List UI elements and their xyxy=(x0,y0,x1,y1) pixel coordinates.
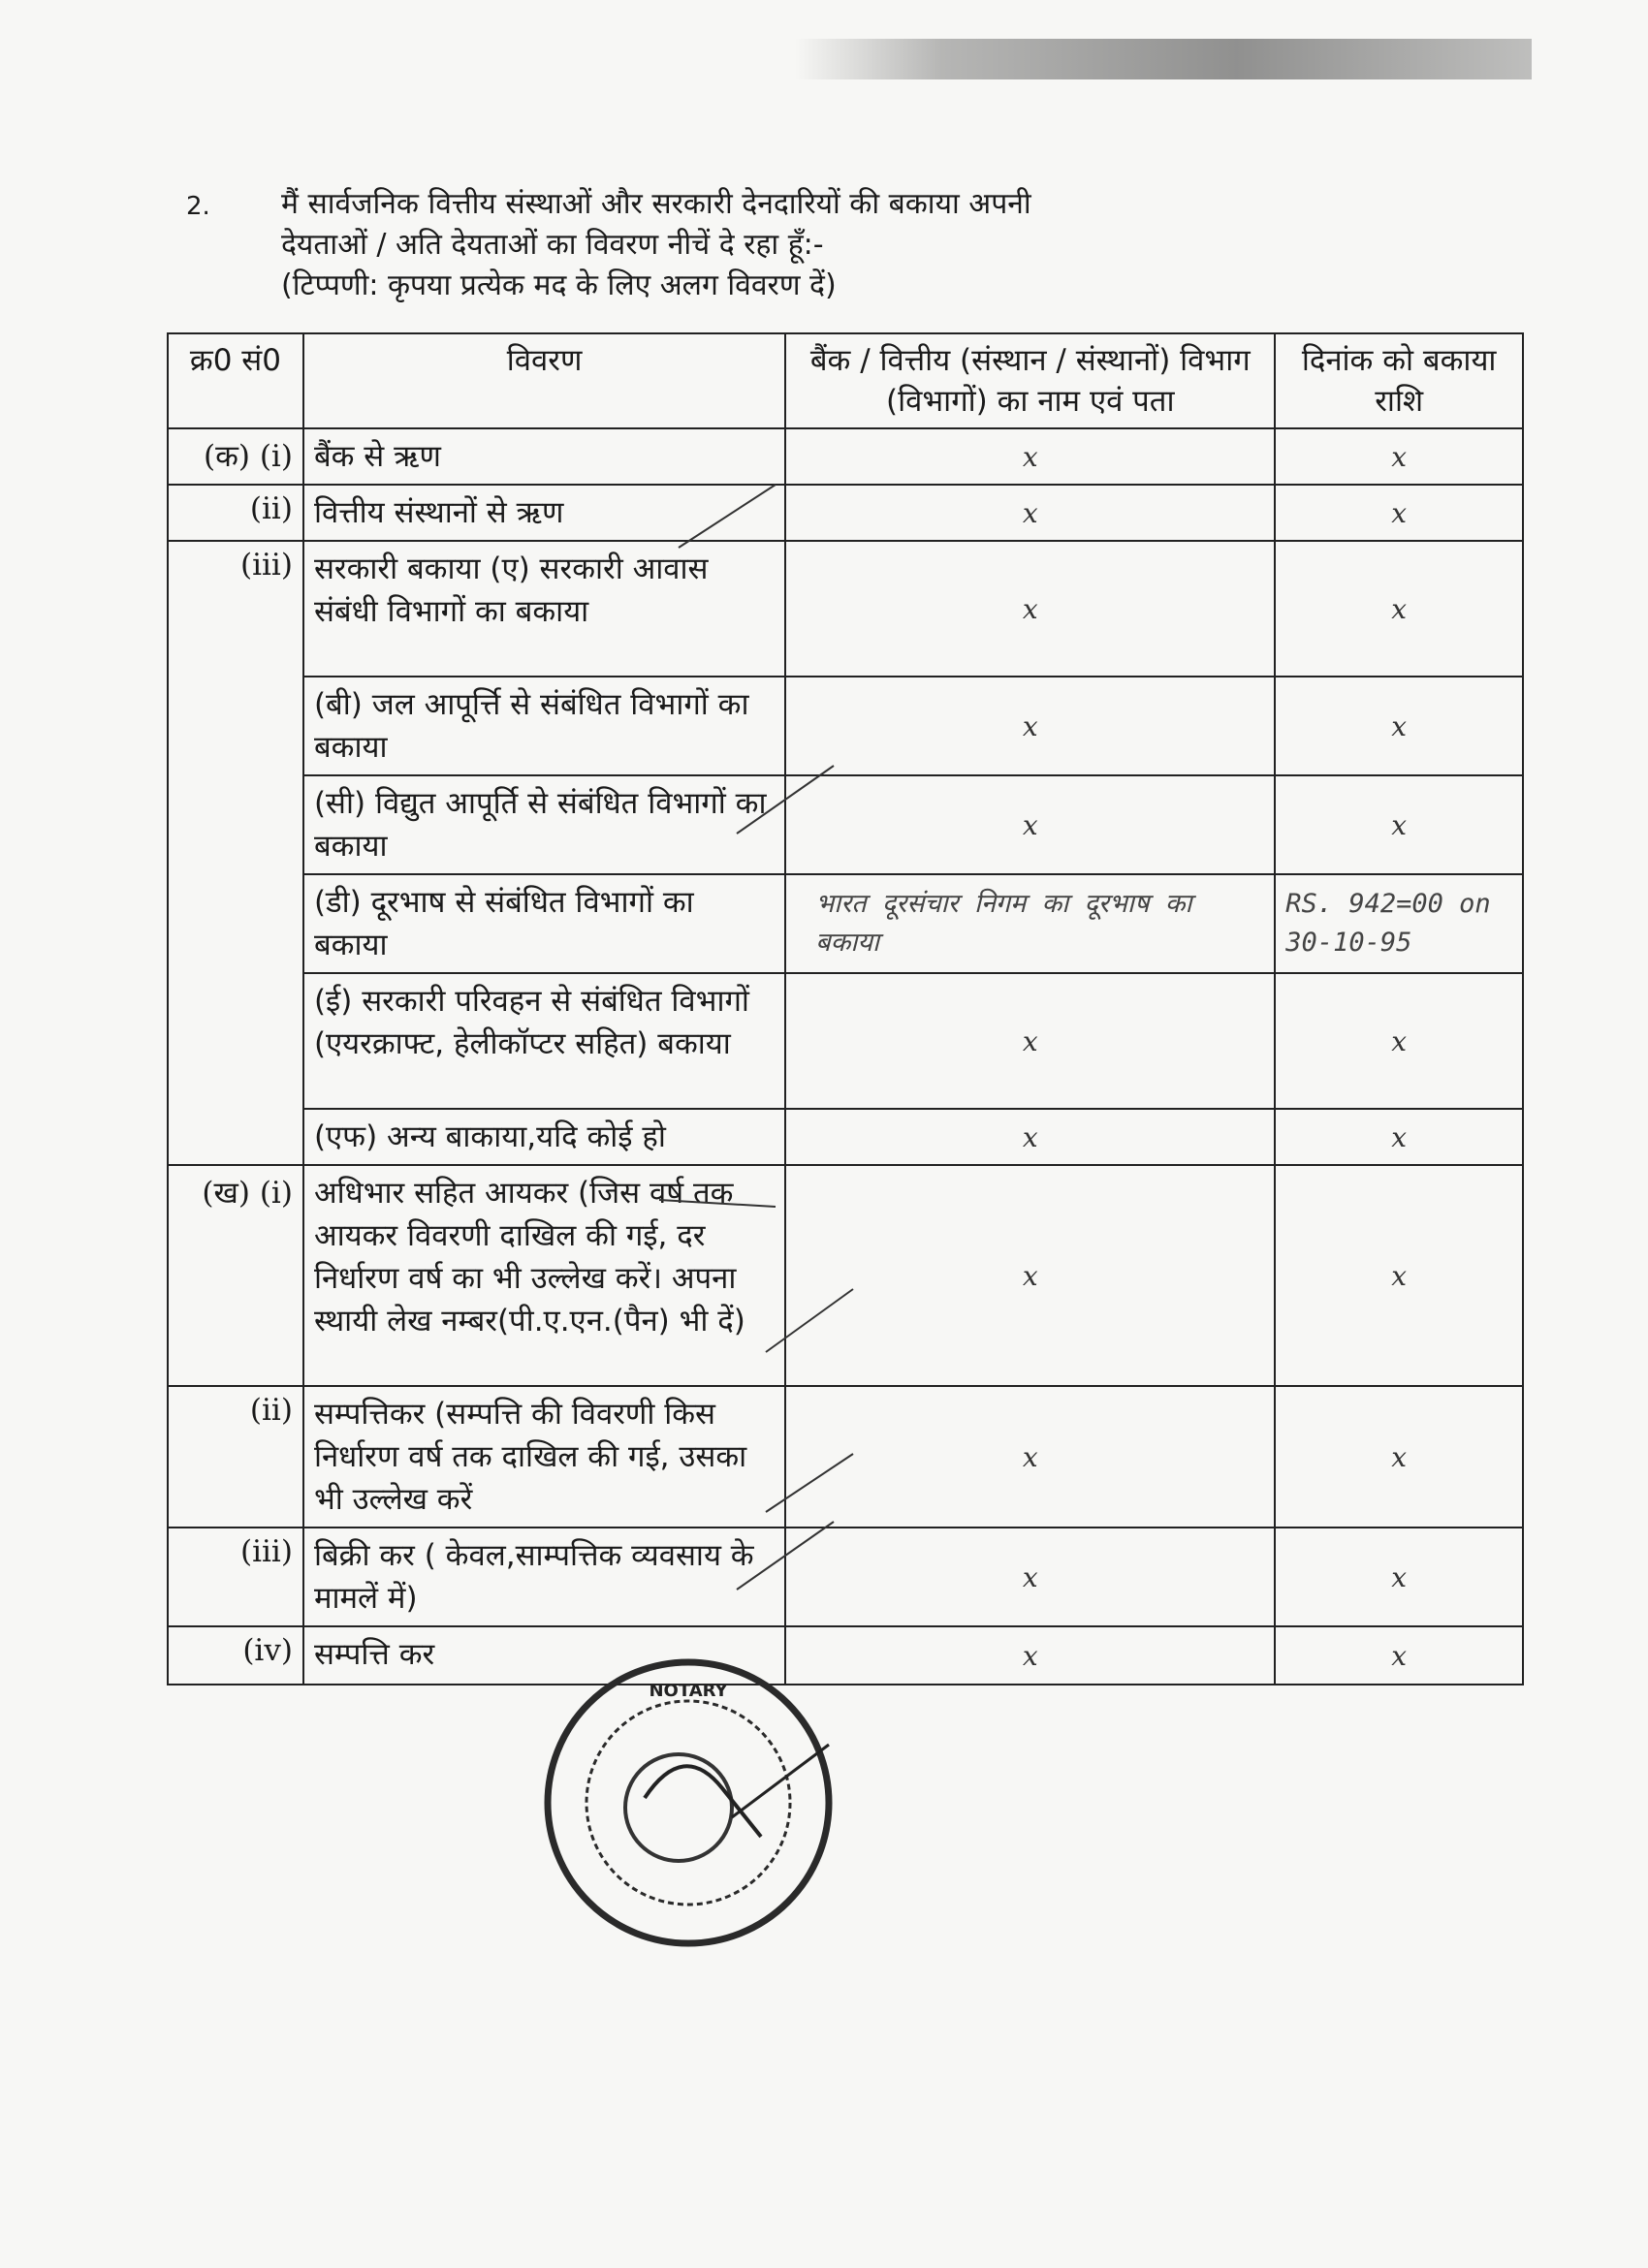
row-bank: x xyxy=(785,1528,1275,1626)
row-desc: वित्तीय संस्थानों से ऋण xyxy=(303,485,785,541)
table-row xyxy=(168,874,1523,973)
scan-artifact-band xyxy=(795,39,1532,79)
row-amount: x xyxy=(1275,1386,1523,1528)
row-desc: सरकारी बकाया (ए) सरकारी आवास संबंधी विभागों का बकाया xyxy=(303,541,785,677)
table-row xyxy=(168,1386,1523,1528)
stamp-signature xyxy=(732,1745,829,1817)
row-desc: (डी) दूरभाष से संबंधित विभागों का बकाया xyxy=(303,874,785,973)
table-row xyxy=(168,775,1523,874)
row-desc: (ई) सरकारी परिवहन से संबंधित विभागों (एयरक्राफ्ट, हेलीकॉप्टर सहित) बकाया xyxy=(303,973,785,1109)
row-sn: (ii) xyxy=(168,485,303,541)
row-desc: बैंक से ऋण xyxy=(303,428,785,485)
stamp-signature xyxy=(645,1766,761,1837)
table-header-row xyxy=(168,333,1523,428)
table-row xyxy=(168,1109,1523,1165)
table-row xyxy=(168,1528,1523,1626)
row-amount: x xyxy=(1275,973,1523,1109)
row-amount: x xyxy=(1275,1626,1523,1685)
table-row xyxy=(168,1165,1523,1386)
table-row xyxy=(168,428,1523,485)
row-bank: x xyxy=(785,428,1275,485)
stamp-outer-ring xyxy=(548,1662,829,1943)
row-desc: सम्पत्ति कर xyxy=(303,1626,785,1685)
row-amount: x xyxy=(1275,677,1523,775)
row-bank-handwritten: भारत दूरसंचार निगम का दूरभाष का बकाया xyxy=(785,874,1275,973)
row-amount: x xyxy=(1275,1528,1523,1626)
table-row xyxy=(168,677,1523,775)
row-sn: (ii) xyxy=(168,1386,303,1528)
dues-table xyxy=(167,332,1524,1685)
table-row xyxy=(168,1626,1523,1685)
notary-stamp-seal xyxy=(538,1653,839,1953)
row-bank: x xyxy=(785,541,1275,677)
row-sn: (क) (i) xyxy=(168,428,303,485)
row-amount: x xyxy=(1275,485,1523,541)
row-amount: x xyxy=(1275,1109,1523,1165)
row-sn xyxy=(168,775,303,874)
row-sn: (iv) xyxy=(168,1626,303,1685)
intro-text xyxy=(281,184,1347,306)
row-sn: (ख) (i) xyxy=(168,1165,303,1386)
row-desc: (एफ) अन्य बाकाया,यदि कोई हो xyxy=(303,1109,785,1165)
row-sn xyxy=(168,677,303,775)
row-desc: सम्पत्तिकर (सम्पत्ति की विवरणी किस निर्धारण वर्ष तक दाखिल की गई, उसका भी उल्लेख करें xyxy=(303,1386,785,1528)
row-sn: (iii) xyxy=(168,1528,303,1626)
header-sn: क्र0 सं0 xyxy=(168,333,303,428)
row-desc: अधिभार सहित आयकर (जिस वर्ष तक आयकर विवरणी दाखिल की गई, दर निर्धारण वर्ष का भी उल्लेख करें। अपना स्थायी लेख नम्बर(पी.ए.एन.(पैन) भी दें) xyxy=(303,1165,785,1386)
table-row xyxy=(168,541,1523,677)
row-desc: (सी) विद्युत आपूर्ति से संबंधित विभागों का बकाया xyxy=(303,775,785,874)
row-amount: x xyxy=(1275,541,1523,677)
row-desc: (बी) जल आपूर्त्ति से संबंधित विभागों का बकाया xyxy=(303,677,785,775)
stamp-text: NOTARY xyxy=(649,1681,728,1701)
row-amount-handwritten: RS. 942=00 on 30-10-95 xyxy=(1275,874,1523,973)
row-amount: x xyxy=(1275,1165,1523,1386)
header-bank: बैंक / वित्तीय (संस्थान / संस्थानों) विभाग (विभागों) का नाम एवं पता xyxy=(785,333,1275,428)
header-amount: दिनांक को बकाया राशि xyxy=(1275,333,1523,428)
row-bank: x xyxy=(785,775,1275,874)
row-bank: x xyxy=(785,677,1275,775)
table-row xyxy=(168,973,1523,1109)
section-number: 2. xyxy=(186,192,210,221)
stamp-inner-ring xyxy=(586,1701,790,1905)
row-amount: x xyxy=(1275,428,1523,485)
row-sn xyxy=(168,973,303,1109)
stamp-emblem xyxy=(625,1754,732,1861)
row-sn: (iii) xyxy=(168,541,303,677)
row-bank: x xyxy=(785,973,1275,1109)
table-row xyxy=(168,485,1523,541)
intro-note: (टिप्पणी: कृपया प्रत्येक मद के लिए अलग विवरण दें) xyxy=(281,268,837,302)
row-bank: x xyxy=(785,1386,1275,1528)
row-amount: x xyxy=(1275,775,1523,874)
intro-line: देयताओं / अति देयताओं का विवरण नीचें दे रहा हूँ:- xyxy=(281,228,824,262)
row-bank: x xyxy=(785,1109,1275,1165)
row-desc: बिक्री कर ( केवल,साम्पत्तिक व्यवसाय के मामलें में) xyxy=(303,1528,785,1626)
header-desc: विवरण xyxy=(303,333,785,428)
row-bank: x xyxy=(785,1165,1275,1386)
row-bank: x xyxy=(785,485,1275,541)
row-sn xyxy=(168,874,303,973)
row-sn xyxy=(168,1109,303,1165)
intro-line: मैं सार्वजनिक वित्तीय संस्थाओं और सरकारी देनदारियों की बकाया अपनी xyxy=(281,187,1031,221)
row-bank: x xyxy=(785,1626,1275,1685)
